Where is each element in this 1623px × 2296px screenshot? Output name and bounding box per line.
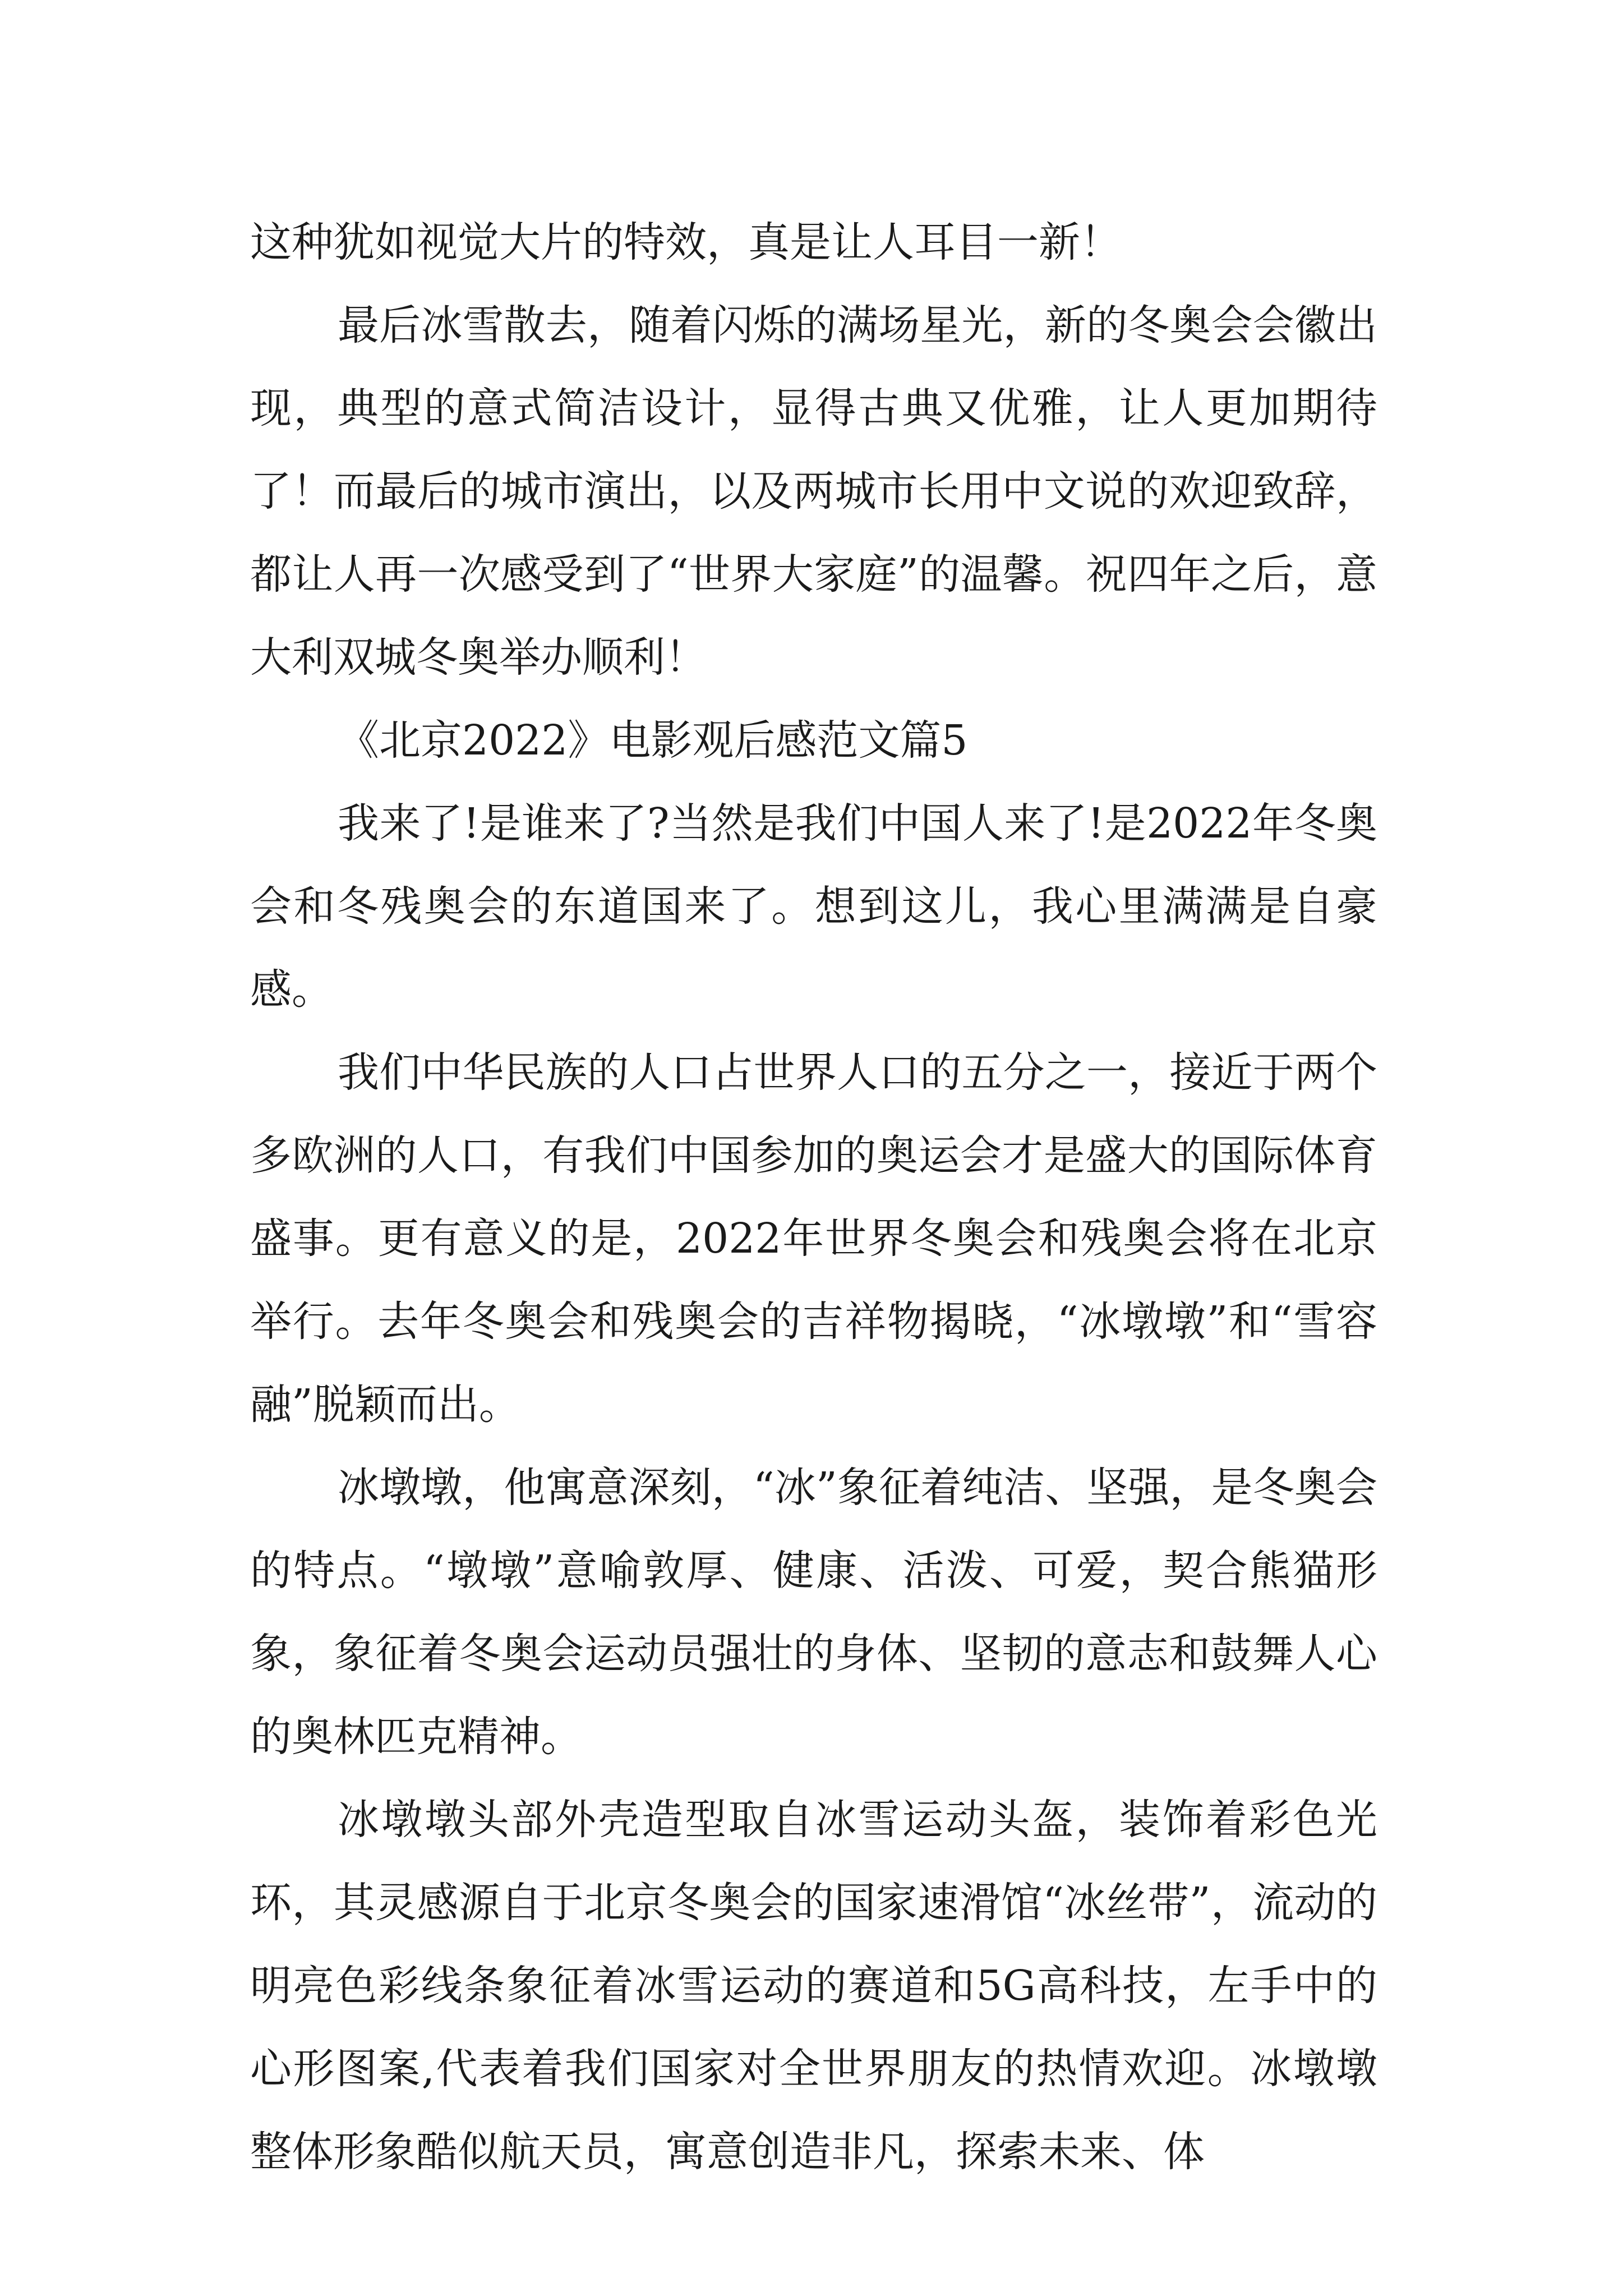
paragraph-5: 冰墩墩，他寓意深刻，“冰”象征着纯洁、坚强，是冬奥会的特点。“墩墩”意喻敦厚、健康、活泼、可爱，契合熊猫形象，象征着冬奥会运动员强壮的身体、坚韧的意志和鼓舞人心的奥林匹克精神。 (250, 1464, 1377, 1761)
paragraph-6: 冰墩墩头部外壳造型取自冰雪运动头盔，装饰着彩色光环，其灵感源自于北京冬奥会的国家速滑馆“冰丝带”，流动的明亮色彩线条象征着冰雪运动的赛道和5G高科技，左手中的心形图案,代表着我们国家对全世界朋友的热情欢迎。冰墩墩整体形象酷似航天员，寓意创造非凡，探索未来、体 (250, 1796, 1377, 2176)
document-body (250, 201, 1377, 2193)
section-heading: 《北京2022》电影观后感范文篇5 (338, 716, 968, 765)
paragraph-3: 我来了!是谁来了?当然是我们中国人来了!是2022年冬奥会和冬残奥会的东道国来了。想到这儿，我心里满满是自豪感。 (250, 799, 1377, 1014)
paragraph-4: 我们中华民族的人口占世界人口的五分之一，接近于两个多欧洲的人口，有我们中国参加的奥运会才是盛大的国际体育盛事。更有意义的是，2022年世界冬奥会和残奥会将在北京举行。去年冬奥会和残奥会的吉祥物揭晓，“冰墩墩”和“雪容融”脱颖而出。 (250, 1048, 1377, 1429)
paragraph-1: 这种犹如视觉大片的特效，真是让人耳目一新！ (250, 218, 1122, 266)
paragraph-2: 最后冰雪散去，随着闪烁的满场星光，新的冬奥会会徽出现，典型的意式简洁设计，显得古典又优雅，让人更加期待了！而最后的城市演出，以及两城市长用中文说的欢迎致辞，都让人再一次感受到了“世界大家庭”的温馨。祝四年之后，意大利双城冬奥举办顺利！ (250, 301, 1377, 682)
